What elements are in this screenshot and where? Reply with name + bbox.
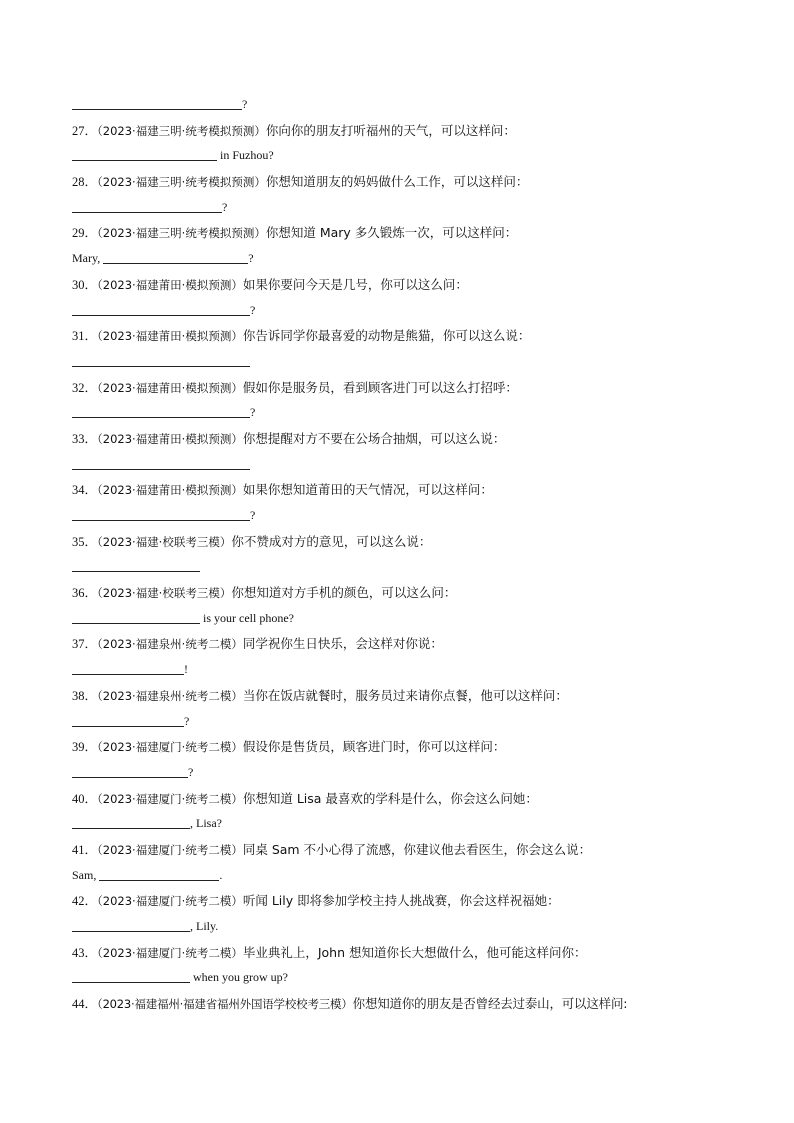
question-number: 39． — [72, 740, 98, 755]
question-prompt — [72, 888, 732, 914]
question-source: （2023·福建厦门·统考二模） — [97, 894, 243, 909]
question-text: 你想知道对方手机的颜色，可以这么问： — [231, 585, 457, 601]
answer-line — [72, 143, 732, 169]
question-text: 同桌 Sam 不小心得了流感，你建议他去看医生，你会这么说： — [242, 841, 592, 857]
answer-blank[interactable] — [103, 249, 248, 264]
answer-suffix: ? — [248, 251, 254, 266]
question-prompt — [72, 272, 732, 298]
question-number: 32． — [72, 380, 98, 395]
question-source: （2023·福建·校联考三模） — [97, 586, 232, 601]
question-number: 38． — [72, 688, 98, 703]
answer-suffix: . — [219, 867, 223, 882]
answer-line — [72, 298, 732, 324]
question-text: 你告诉同学你最喜爱的动物是熊猫，你可以这么说： — [242, 328, 531, 344]
answer-blank[interactable] — [72, 352, 250, 367]
answer-blank[interactable] — [72, 814, 190, 829]
answer-line — [72, 965, 732, 991]
answer-line — [72, 400, 732, 426]
question-prompt — [72, 323, 732, 349]
answer-suffix: ? — [250, 302, 256, 317]
answer-line — [72, 92, 732, 118]
question-number: 37． — [72, 637, 98, 652]
answer-blank[interactable] — [72, 146, 217, 161]
question-text: 你想提醒对方不要在公场合抽烟，可以这么说： — [242, 430, 506, 446]
question-source: （2023·福建莆田·模拟预测） — [97, 380, 243, 395]
worksheet-page — [72, 92, 732, 1017]
question-source: （2023·福建莆田·模拟预测） — [97, 329, 243, 344]
question-number: 34． — [72, 483, 98, 498]
question-source: （2023·福建厦门·统考二模） — [97, 740, 243, 755]
question-source: （2023·福建厦门·统考二模） — [97, 842, 243, 857]
answer-suffix: ? — [250, 405, 256, 420]
question-prompt — [72, 940, 732, 966]
question-number: 33． — [72, 431, 98, 446]
question-prompt — [72, 683, 732, 709]
answer-line — [72, 709, 732, 735]
question-prompt — [72, 118, 732, 144]
answer-blank[interactable] — [72, 95, 242, 110]
answer-suffix: when you grow up? — [190, 970, 288, 985]
question-text: 如果你想知道莆田的天气情况，可以这样问： — [242, 482, 493, 498]
question-source: （2023·福建莆田·模拟预测） — [97, 431, 243, 446]
question-source: （2023·福建三明·统考模拟预测） — [97, 226, 266, 241]
question-prompt — [72, 734, 732, 760]
answer-suffix: ? — [184, 713, 190, 728]
answer-blank[interactable] — [72, 506, 250, 521]
question-number: 35． — [72, 534, 98, 549]
answer-line — [72, 760, 732, 786]
answer-suffix: is your cell phone? — [200, 610, 294, 625]
question-number: 44． — [72, 997, 98, 1012]
answer-blank[interactable] — [72, 763, 188, 778]
question-source: （2023·福建·校联考三模） — [97, 534, 232, 549]
answer-line — [72, 863, 732, 889]
answer-blank[interactable] — [72, 403, 250, 418]
question-number: 41． — [72, 842, 98, 857]
question-prompt — [72, 169, 732, 195]
question-number: 31． — [72, 329, 98, 344]
answer-blank[interactable] — [72, 301, 250, 316]
question-text: 毕业典礼上，John 想知道你长大想做什么，他可能这样问你： — [242, 944, 587, 960]
answer-line — [72, 452, 732, 478]
answer-prefix: Sam, — [72, 867, 100, 882]
question-source: （2023·福建福州·福建省福州外国语学校校考三模） — [97, 997, 353, 1012]
answer-line — [72, 195, 732, 221]
question-number: 29． — [72, 226, 98, 241]
question-source: （2023·福建泉州·统考二模） — [97, 688, 243, 703]
answer-blank[interactable] — [72, 557, 200, 572]
question-text: 如果你要问今天是几号，你可以这么问： — [242, 276, 468, 292]
question-prompt — [72, 477, 732, 503]
answer-blank[interactable] — [72, 455, 250, 470]
question-prompt — [72, 837, 732, 863]
answer-suffix: , Lisa? — [190, 816, 222, 831]
question-prompt — [72, 529, 732, 555]
answer-blank[interactable] — [99, 866, 219, 881]
answer-blank[interactable] — [72, 198, 222, 213]
question-number: 43． — [72, 945, 98, 960]
question-text: 假如你是服务员，看到顾客进门可以这么打招呼： — [242, 379, 518, 395]
question-text: 假设你是售货员，顾客进门时，你可以这样问： — [242, 739, 506, 755]
question-text: 你想知道朋友的妈妈做什么工作，可以这样问： — [265, 174, 529, 190]
answer-blank[interactable] — [72, 660, 184, 675]
question-text: 你向你的朋友打听福州的天气，可以这样问： — [265, 122, 516, 138]
question-prompt — [72, 991, 732, 1017]
question-text: 你想知道 Mary 多久锻炼一次，可以这样问： — [265, 225, 518, 241]
question-prompt — [72, 375, 732, 401]
answer-line — [72, 811, 732, 837]
answer-suffix: in Fuzhou? — [217, 148, 274, 163]
question-source: （2023·福建厦门·统考二模） — [97, 791, 243, 806]
question-prompt — [72, 631, 732, 657]
question-number: 27． — [72, 123, 98, 138]
question-number: 30． — [72, 277, 98, 292]
question-source: （2023·福建三明·统考模拟预测） — [97, 123, 266, 138]
answer-line — [72, 503, 732, 529]
answer-suffix: ? — [250, 508, 256, 522]
question-prompt — [72, 220, 732, 246]
question-text: 当你在饭店就餐时，服务员过来请你点餐，他可以这样问： — [242, 687, 568, 703]
answer-suffix: ? — [188, 764, 194, 779]
answer-blank[interactable] — [72, 609, 200, 624]
question-source: （2023·福建莆田·模拟预测） — [97, 277, 243, 292]
question-text: 听闻 Lily 即将参加学校主持人挑战赛，你会这样祝福她： — [242, 893, 560, 909]
answer-line — [72, 246, 732, 272]
answer-suffix: ? — [222, 199, 228, 214]
question-prompt — [72, 786, 732, 812]
question-prompt — [72, 580, 732, 606]
question-number: 42． — [72, 894, 98, 909]
answer-blank[interactable] — [72, 712, 184, 727]
question-text: 你想知道 Lisa 最喜欢的学科是什么，你会这么问她： — [242, 790, 538, 806]
question-text: 你想知道你的朋友是否曾经去过泰山，可以这样问: — [352, 996, 628, 1012]
answer-prefix: Mary, — [72, 251, 104, 266]
question-prompt — [72, 426, 732, 452]
question-number: 36． — [72, 586, 98, 601]
answer-line — [72, 914, 732, 940]
question-source: （2023·福建泉州·统考二模） — [97, 637, 243, 652]
answer-blank[interactable] — [72, 968, 190, 983]
question-number: 40． — [72, 791, 98, 806]
question-source: （2023·福建厦门·统考二模） — [97, 945, 243, 960]
question-text: 你不赞成对方的意见，可以这么说： — [231, 533, 432, 549]
answer-line — [72, 606, 732, 632]
answer-line — [72, 554, 732, 580]
answer-suffix: ? — [242, 97, 248, 111]
answer-line — [72, 657, 732, 683]
question-text: 同学祝你生日快乐，会这样对你说： — [242, 636, 443, 652]
question-source: （2023·福建三明·统考模拟预测） — [97, 175, 266, 190]
question-number: 28． — [72, 175, 98, 190]
answer-line — [72, 349, 732, 375]
question-source: （2023·福建莆田·模拟预测） — [97, 483, 243, 498]
answer-suffix: ! — [184, 662, 188, 677]
answer-suffix: , Lily. — [190, 919, 219, 933]
answer-blank[interactable] — [72, 917, 190, 932]
